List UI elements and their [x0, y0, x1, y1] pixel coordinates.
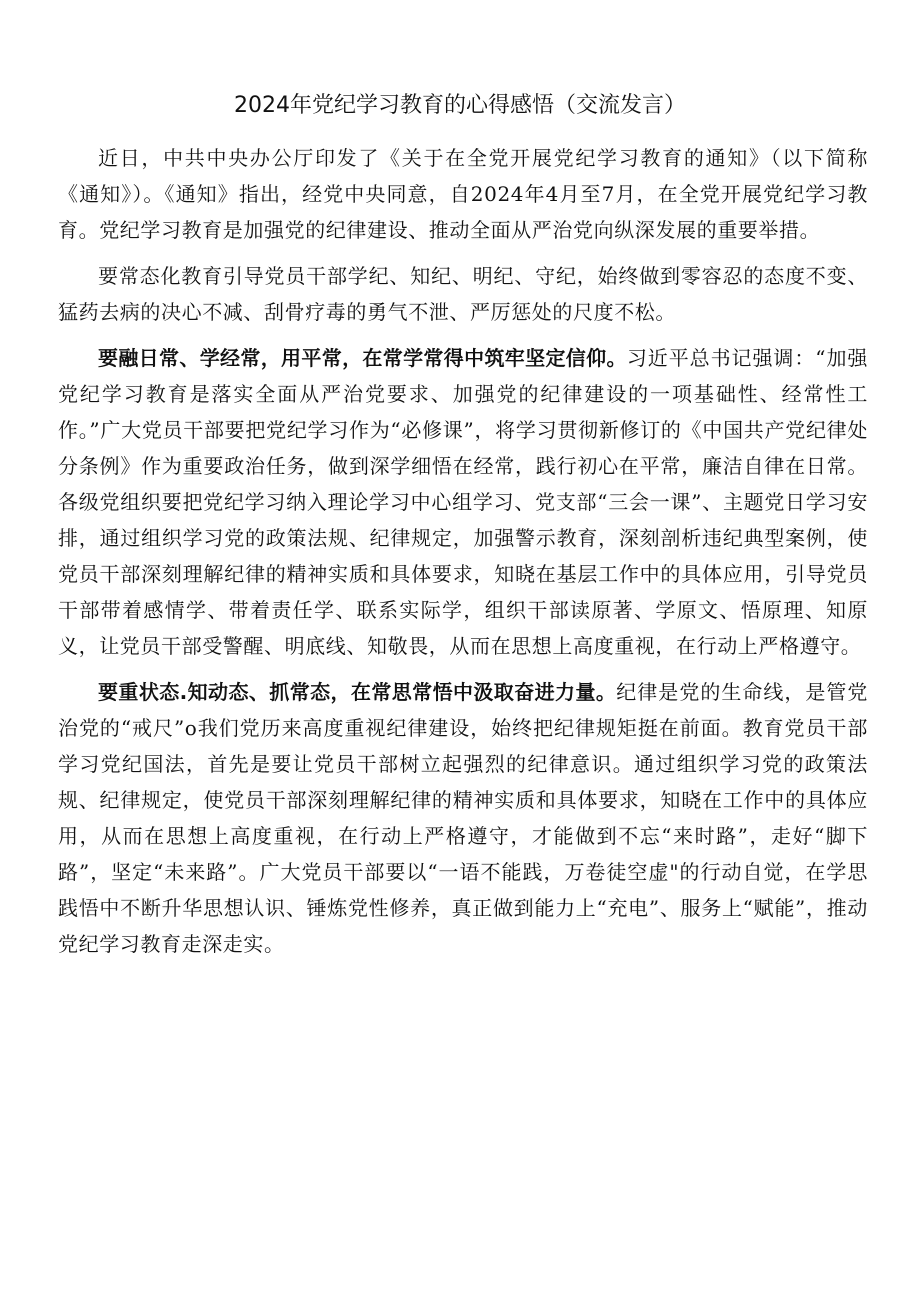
document-title: 2024年党纪学习教育的心得感悟（交流发言） — [234, 93, 686, 118]
paragraph-3-lead: 要融日常、学经常，用平常，在常学常得中筑牢坚定信仰。 — [98, 346, 627, 370]
paragraph-4-lead: 要重状态.知动态、抓常态，在常思常悟中汲取奋进力量。 — [98, 680, 617, 704]
paragraph-3 — [58, 340, 868, 664]
paragraph-2 — [58, 258, 868, 330]
paragraph-1 — [58, 140, 868, 248]
paragraph-3-text: 习近平总书记强调：“加强党纪学习教育是落实全面从严治党要求、加强党的纪律建设的一项基础性、经常性工作。”广大党员干部要把党纪学习作为“必修课”，将学习贯彻新修订的《中国共产党纪律处分条例》作为重要政治任务，做到深学细悟在经常，践行初心在平常，廉洁自律在日常。各级党组织要把党纪学习纳入理论学习中心组学习、党支部“三会一课”、主题党日学习安排，通过组织学习党的政策法规、纪律规定，加强警示教育，深刻剖析违纪典型案例，使党员干部深刻理解纪律的精神实质和具体要求，知晓在基层工作中的具体应用，引导党员干部带着感情学、带着责任学、联系实际学，组织干部读原著、学原文、悟原理、知原义，让党员干部受警醒、明底线、知敬畏，从而在思想上高度重视，在行动上严格遵守。 — [58, 346, 868, 658]
document-body — [58, 140, 868, 962]
paragraph-2-text: 要常态化教育引导党员干部学纪、知纪、明纪、守纪，始终做到零容忍的态度不变、猛药去病的决心不减、刮骨疗毒的勇气不泄、严厉惩处的尺度不松。 — [58, 264, 868, 324]
paragraph-4-text: 纪律是党的生命线，是管党治党的“戒尺”o我们党历来高度重视纪律建设，始终把纪律规矩挺在前面。教育党员干部学习党纪国法，首先是要让党员干部树立起强烈的纪律意识。通过组织学习党的政策法规、纪律规定，使党员干部深刻理解纪律的精神实质和具体要求，知晓在工作中的具体应用，从而在思想上高度重视，在行动上严格遵守，才能做到不忘“来时路”，走好“脚下路”，坚定“未来路”。广大党员干部要以“一语不能践，万卷徒空虚"的行动自觉，在学思践悟中不断升华思想认识、锤炼党性修养，真正做到能力上“充电”、服务上“赋能”，推动党纪学习教育走深走实。 — [58, 680, 868, 956]
paragraph-1-text: 近日，中共中央办公厅印发了《关于在全党开展党纪学习教育的通知》（以下简称《通知》）。《通知》指出，经党中央同意，自2024年4月至7月，在全党开展党纪学习教育。党纪学习教育是加强党的纪律建设、推动全面从严治党向纵深发展的重要举措。 — [58, 146, 868, 242]
paragraph-4 — [58, 674, 868, 962]
